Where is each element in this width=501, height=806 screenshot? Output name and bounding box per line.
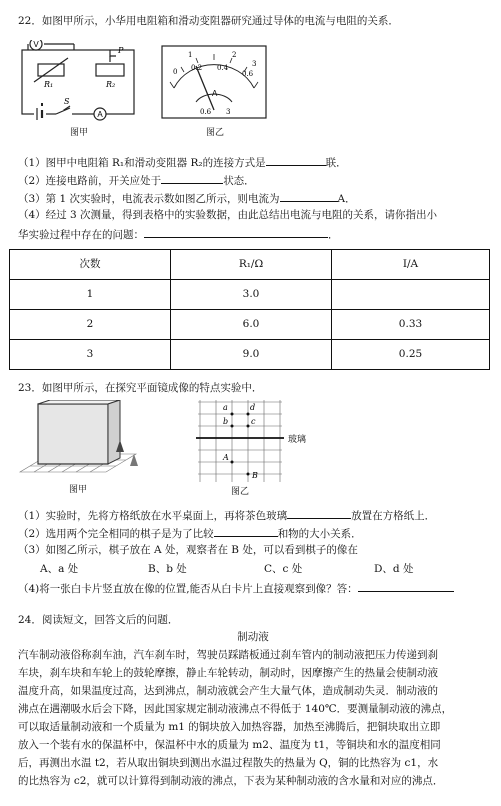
dial-tick-3: 3 — [252, 60, 257, 68]
q23-title: 23．如图甲所示，在探究平面镜成像的特点实验中． — [18, 382, 263, 394]
glass-label: 玻璃 — [288, 435, 307, 445]
dial-tick-04: 0.4 — [217, 64, 229, 72]
voltmeter-label: V — [33, 40, 39, 49]
article-title: 制动液 — [237, 631, 269, 643]
option-a[interactable]: A、a 处 — [40, 563, 79, 575]
grid-label-a: a — [223, 403, 228, 412]
grid-label-c: c — [251, 417, 256, 426]
dial-tick-1: 1 — [188, 51, 193, 59]
grid-label-A: A — [223, 453, 229, 462]
answer-blank[interactable] — [214, 525, 278, 537]
q22-fig-b-caption: 图乙 — [205, 128, 224, 138]
answer-blank[interactable] — [280, 190, 338, 202]
ammeter-label: A — [97, 110, 103, 119]
article-line-7: 后，再测出水温 t2，若从取出铜块到测出水温过程散失的热量为 Q，铜的比热容为 c1，水 — [18, 757, 439, 769]
r2-label: R₂ — [106, 80, 116, 89]
table-header-row — [10, 250, 490, 280]
article-line-4: 沸点在遇潮吸水后会下降，因此国家规定制动液沸点不得低于 140℃．要测量制动液的沸点， — [18, 703, 453, 715]
table-header: I/A — [332, 250, 490, 280]
option-c[interactable]: C、c 处 — [264, 563, 303, 575]
option-d[interactable]: D、d 处 — [374, 563, 414, 575]
dial-tick-2: 2 — [232, 51, 237, 59]
answer-blank[interactable] — [161, 172, 223, 184]
q23-part4: （4)将一张白卡片竖直放在像的位置,能否从白卡片上直接观察到像？答： — [18, 580, 488, 596]
q23-part3: （3）如图乙所示，棋子放在 A 处，观察者在 B 处，可以看到棋子的像在 — [18, 544, 358, 556]
article-line-1: 汽车制动液俗称刹车油，汽车刹车时，驾驶员踩踏板通过刹车管内的制动液把压力传递到刹 — [18, 649, 438, 661]
q23-grid-figure — [196, 398, 336, 484]
dial-unit: A — [212, 89, 218, 98]
q22-part4: （4）经过 3 次测量，得到表格中的实验数据，由此总结出电流与电阻的关系，请你指出小 — [18, 209, 438, 221]
terminal-3: 3 — [226, 108, 231, 116]
article-line-6: 放入一个装有水的保温杯中，保温杯中水的质量为 m2、温度为 t1，等铜块和水的温度相同 — [18, 739, 441, 751]
r1-label: R₁ — [44, 80, 54, 89]
q23-fig-b-caption: 图乙 — [230, 487, 249, 497]
dial-tick-02: 0.2 — [191, 64, 203, 72]
q23-part2: （2）选用两个完全相同的棋子是为了比较 和物的大小关系． — [18, 525, 488, 541]
dial-tick-06: 0.6 — [242, 70, 254, 78]
answer-blank[interactable] — [287, 507, 351, 519]
q23-mirror-figure — [16, 400, 146, 482]
q22-data-table — [9, 249, 490, 370]
table-header: R₁/Ω — [171, 250, 332, 280]
q22-circuit-figure — [18, 40, 144, 126]
article-line-8: 的比热容为 c2，就可以计算得到制动液的沸点，下表为某种制动液的含水量和对应的沸点． — [18, 775, 444, 787]
dial-tick-0: 0 — [173, 68, 178, 76]
article-line-3: 温度升高，如果温度过高，达到沸点，制动液就会产生大量气体，造成制动失灵．制动液的 — [18, 685, 438, 697]
q23-part1: （1）实验时，先将方格纸放在水平桌面上，再将茶色玻璃 放置在方格纸上． — [18, 507, 488, 523]
q22-part3: （3）第 1 次实验时，电流表示数如图乙所示，则电流为 A． — [18, 190, 488, 206]
q22-fig-a-caption: 图甲 — [69, 128, 88, 138]
table-header: 次数 — [10, 250, 171, 280]
q22-part4-cont: 华实验过程中存在的问题： ． — [18, 226, 488, 242]
grid-label-B: B — [252, 471, 258, 480]
grid-label-d: d — [250, 403, 256, 412]
article-line-2: 车块，刹车块和车轮上的鼓轮摩擦，静止车轮转动，制动时，因摩擦产生的热量会使制动液 — [18, 667, 438, 679]
table-row: 3 9.0 0.25 — [10, 340, 490, 370]
switch-label: S — [64, 97, 70, 106]
q22-part2: （2）连接电路前，开关应处于 状态． — [18, 172, 488, 188]
table-row: 1 3.0 — [10, 280, 490, 310]
option-b[interactable]: B、b 处 — [148, 563, 187, 575]
terminal-06: 0.6 — [200, 108, 212, 116]
grid-label-b: b — [223, 417, 229, 426]
slider-label: P — [118, 46, 124, 55]
answer-blank[interactable] — [144, 226, 328, 238]
q23-fig-a-caption: 图甲 — [68, 485, 87, 495]
table-row: 2 6.0 0.33 — [10, 310, 490, 340]
answer-blank[interactable] — [266, 154, 326, 166]
q22-title: 22．如图甲所示，小华用电阻箱和滑动变阻器研究通过导体的电流与电阻的关系． — [18, 15, 399, 27]
article-line-5: 可以取适量制动液和一个质量为 m1 的铜块放入加热容器，加热至沸腾后，把铜块取出立即 — [18, 721, 441, 733]
q22-part1: （1）图甲中电阻箱 R₁和滑动变阻器 R₂的连接方式是 联． — [18, 154, 488, 170]
q22-ammeter-figure — [160, 44, 270, 122]
q24-title: 24．阅读短文，回答文后的问题． — [18, 614, 179, 626]
answer-blank[interactable] — [358, 580, 454, 592]
